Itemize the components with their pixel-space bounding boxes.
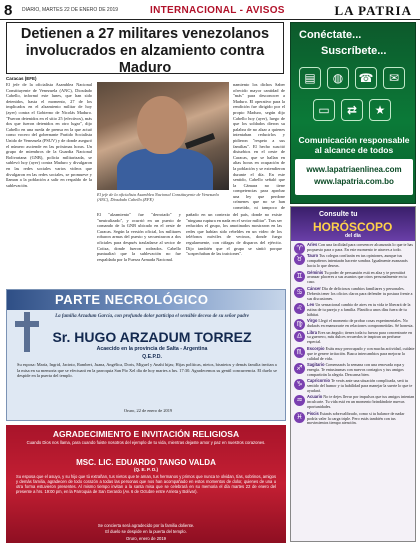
leo-icon: ♌	[294, 303, 305, 314]
sign-name: Piscis	[307, 410, 319, 416]
gratitude-note-1: Se concierta será agradecido por la familia doliente.	[97, 523, 195, 528]
newspaper-logo: LA PATRIA	[334, 3, 412, 18]
gratitude-note-2: El duelo se despide en la puerta del templo.	[105, 529, 187, 534]
ad-url-1[interactable]: www.lapatriaenlinea.com	[306, 165, 402, 174]
phone-icon: ☎	[355, 67, 377, 89]
article-headline: Detienen a 27 militares venezolanos involucrados en alzamiento contra Maduro	[6, 22, 284, 74]
microphone-icon	[185, 133, 215, 149]
sign-aquarius	[293, 395, 415, 410]
photo-figure-shirt	[117, 148, 213, 190]
sign-text: Un sensacional cambio de aires en tu vida te liberará de la rutina de tu pareja y a familia. Planifica unos días fuera de tu hábitat.	[307, 301, 411, 317]
pisces-icon: ♓	[294, 412, 305, 423]
newspaper-icon: ▤	[299, 67, 321, 89]
gratitude-footer: Oruro, enero de 2019	[125, 536, 167, 541]
sign-name: Escorpio	[307, 345, 325, 351]
sign-text: Estarás sobrecalibrado, como si tu balance de nadar podría valer la carga triple. Pero estás también con tus movimientos tiempo atención.	[307, 410, 405, 426]
page-number: 8	[4, 2, 13, 19]
aries-icon: ♈	[294, 243, 305, 254]
ad-url-2[interactable]: www.lapatria.com.bo	[314, 177, 394, 186]
article-column-2: El "alzamiento" fue "derrotado" y "neutralizado", y ocurrió en un puesto de comando de la GNB ubicado en el oeste de Caracas. Según la versión oficial, los militares robaron armas del puesto y secuestraron a dos oficiales para después trasladarse al sector de Cotiza, donde fueron rodeados. Cabello puntualizó que la sublevación no fue respaldada por la Fuerza Armada Nacional.	[97, 212, 181, 262]
obituary-notice	[6, 289, 286, 421]
sign-pisces	[293, 412, 415, 427]
sagittarius-icon: ♐	[294, 363, 305, 374]
sign-name: Libra	[307, 329, 318, 335]
sign-leo	[293, 303, 415, 318]
sign-taurus	[293, 254, 415, 269]
sign-name: Tauro	[307, 253, 319, 259]
sign-text: Llegó el momento de probar cosas experimentales. No dudarás en enamorarte en relaciones comprometidas. Sé honesta.	[307, 318, 414, 329]
gratitude-qepd: (Q. E. P. D.)	[134, 467, 158, 472]
horoscope-head-2: HORÓSCOPO	[313, 220, 393, 234]
obituary-qepd: Q.E.P.D.	[142, 354, 162, 360]
article-column-4: namiento los dichos Saber ofrecido mayor cantidad de "más" para desconocer a Maduro. El operativo para la rendición fue dirigido por el propio Maduro, según dijo Cabello hoy (ayer), luego de que los soldados dieron su palabra de no alzar a quienes intentaban reducirlos y pidieron "respeto a sus familias". El hecho suscitó disturbios en el oeste de Caracas, que se hallan en altas horas en ocupación de la población y se extendieron durante el día. En este sentido, Cabello señaló que la Cámara no tiene competencias para aprobar una ley que perdone crímenes que no se han cometido, ni tampoco de	[233, 82, 285, 211]
sign-text: Tu poder de persuasión está en alza y te permitirá avanzar placeres a sus asuntos que otros personalmente en tu caso.	[307, 269, 407, 285]
sign-name: Géminis	[307, 269, 324, 275]
capricorn-icon: ♑	[294, 379, 305, 390]
horoscope-head-1: Consulte tu	[319, 211, 358, 218]
sign-name: Leo	[307, 301, 315, 307]
gemini-icon: ♊	[294, 271, 305, 282]
ad-icon-grid	[295, 63, 413, 135]
sign-name: Virgo	[307, 318, 318, 324]
laptop-icon: ▭	[313, 99, 335, 121]
sign-sagittarius	[293, 363, 415, 378]
horoscope-header	[291, 207, 416, 241]
horoscope-head-3: del día	[345, 233, 361, 239]
star-icon: ★	[369, 99, 391, 121]
sign-text: Día de deliciosos cambios familiares y personales. Deberás tener los oficios claros para defender tu postura frente a sus discusiones.	[307, 285, 413, 301]
mail-icon: ✉	[383, 67, 405, 89]
article-photo	[97, 82, 229, 190]
horoscope-panel	[290, 206, 416, 542]
virgo-icon: ♍	[294, 319, 305, 330]
sign-text: Con una facilidad para convencer alcanzarás lo que te has propuesto para o para. En este momento te atraves a todo.	[307, 242, 413, 252]
obituary-intro: La familia Arzadum García, con profundo dolor participa el sensible deceso de su señor padre	[55, 314, 249, 319]
photo-figure-face	[137, 96, 187, 154]
obituary-subtitle: Acaecido en la provincia de Salta - Argentina	[96, 346, 208, 352]
article-col1-text: El jefe de la oficialista Asamblea Nacional Constituyente de Venezuela (ANC), Diosdado Cabello, informó este lunes, que han sido detenidos, hasta el momento, 27 de los implicados en el alzamiento militar de hoy (ayer) contra el Gobierno de Nicolás Maduro. "Fueron detenidos en el sitio 25 (efectivos), más dos que fueron detenidos en otro lugar", dijo Cabello en una rueda de prensa en la que actuó como vocero del gobernante Partido Socialista Unido de Venezuela (PSUV) y de donde aseguró el número asciende en las próximas horas. Un grupo de miembros de la Guardia Nacional Bolivariana (GNB), policía militarizada, se sublevó hoy (ayer) contra Maduro y divulgaron en las redes sociales varios videos que divulgaron en las redes sociales, se promueve y llaman a la población a salir en respaldo de la sublevación.	[6, 82, 92, 188]
sign-name: Sagitario	[307, 361, 325, 367]
ad-line-connect: Conéctate...	[299, 29, 362, 41]
photo-caption: El jefe de la oficialista Asamblea Nacional Constituyente de Venezuela (ANC), Diosdado Cabello.(EFE)	[97, 192, 219, 203]
ad-url-box	[295, 159, 413, 195]
sign-text: Comenzarás la semana con una renovada ropa y energía. Te entusiasmas con nuevos contagios y tus amigos compartirán la alegría. Descansa bien.	[307, 361, 405, 377]
globe-icon: ◍	[327, 67, 349, 89]
gratitude-body: Su esposa que el asuyo, y su hijo que tú extrañan, tus nietos que te aman, tus hermanos y primos que nunca te olvidan, tías, sobrinos, amigos y demás familia, agradecen de todo corazón a todas las personas que nos han acompañado en estos momentos de dolor, quienes de una u otra forma estuvieron presentes. Al mismo tiempo invitan a la santa misa que se celebrará en su memoria el día martes 22 de enero del presente a hrs. 19:00 pm, en la Parroquia de San Gerardo (Av. 6 de Octubre entre Arrieta y Bolívar).	[16, 474, 276, 494]
sign-text: Te verás ante una situación complicada, será tu sentido del humor y tu habilidad para manejar la suerte lo que te ayudará.	[307, 378, 413, 393]
sign-text: Estás muy preocupado y con mucha actividad, cuídate que te genere irritación. Busca intercambios para mejorar la calidad de vida.	[307, 345, 415, 361]
obituary-name: Sr. HUGO ARZADUM TORREZ	[52, 329, 252, 345]
obituary-header	[7, 290, 286, 310]
gratitude-notice	[6, 425, 286, 543]
article-column-3: pañado en un contexto del país, donde no existe "ninguna ruptura en nada en el sector militar". Tras ser reducidos el grupo, los amotinados mostraron en las redes que habían sido rebeldes en un video de los teléfonos móviles de vecinos, donde fuego regularmente, con ráfagas de disparos del ejército. Dijo también que el grupo se sintió porque "sospechaban de las traiciones".	[186, 212, 282, 257]
obituary-footer: Oruro, 22 de enero de 2019	[123, 408, 173, 413]
aquarius-icon: ♒	[294, 395, 305, 406]
subscribe-ad	[290, 22, 416, 204]
sign-cancer	[293, 287, 415, 302]
issue-date: DIARIO, MARTES 22 DE ENERO DE 2019	[22, 7, 119, 13]
taurus-icon: ♉	[294, 254, 305, 265]
sign-text: Eres un ángulo; tienes toda tu fuerza para concentrarte en su guerrero, más dulces recuerdos te inspiran un perfume especial.	[307, 329, 413, 345]
share-icon: ⇄	[341, 99, 363, 121]
sign-scorpio	[293, 347, 415, 362]
gratitude-intro: Cuando Dios nos llama, para cuando fuiste nosotros del ejemplo de tu vida, mientras dejaste amor y paz en nuestros corazones.	[26, 440, 266, 445]
obituary-body: Su esposa: María, Ingrid, Jacinto, Rambert, Juana, Angélica, Doris, Miguel y Anahí hijas; Hijas políticas, nietos, bisnietos y demás familia invitan a la misa en su memoria que se efectuará en la parroquia San Pío Xel día de hoy martes a hrs. 17:30. Agradecemos su gentil concurrencia. El duelo se despide en la puerta del templo.	[17, 362, 277, 379]
gratitude-title: AGRADECIMIENTO E INVITACIÓN RELIGIOSA	[52, 429, 240, 439]
section-title: INTERNACIONAL - AVISOS	[150, 5, 285, 16]
sign-name: Aries	[307, 242, 318, 247]
sign-capricorn	[293, 379, 415, 394]
sign-gemini	[293, 271, 415, 286]
cancer-icon: ♋	[294, 287, 305, 298]
sign-name: Capricornio	[307, 378, 330, 384]
article-column-1	[6, 82, 92, 282]
ad-tagline: Comunicación responsable al alcance de todos	[298, 135, 410, 155]
ad-line-subscribe: Suscríbete...	[321, 45, 387, 57]
cross-icon	[15, 312, 39, 352]
sign-virgo	[293, 319, 415, 329]
horoscope-signs	[293, 243, 415, 428]
sign-name: Cáncer	[307, 285, 321, 291]
libra-icon: ♎	[294, 331, 305, 342]
sign-libra	[293, 331, 415, 346]
article-byline: Caracas (EFE)	[6, 76, 37, 81]
sign-aries	[293, 243, 415, 253]
sign-text: No te dejes llevar por impulsos que tus amigos intentan inculcarte. Tu vida está en un momento brindándote nuevas oportunidades.	[307, 394, 415, 410]
obituary-title: PARTE NECROLÓGICO	[55, 292, 209, 307]
gratitude-name: MSC. LIC. EDUARDO TANGO VALDA	[76, 458, 216, 467]
page-header	[0, 0, 420, 20]
sign-name: Acuario	[307, 394, 323, 400]
sign-text: Tus colegas confiarán en tus opiniones, aunque tus compañeros intentarán hacerte sombra. Igualmente avanzarás hacia lo que deseas.	[307, 253, 408, 269]
scorpio-icon: ♏	[294, 347, 305, 358]
